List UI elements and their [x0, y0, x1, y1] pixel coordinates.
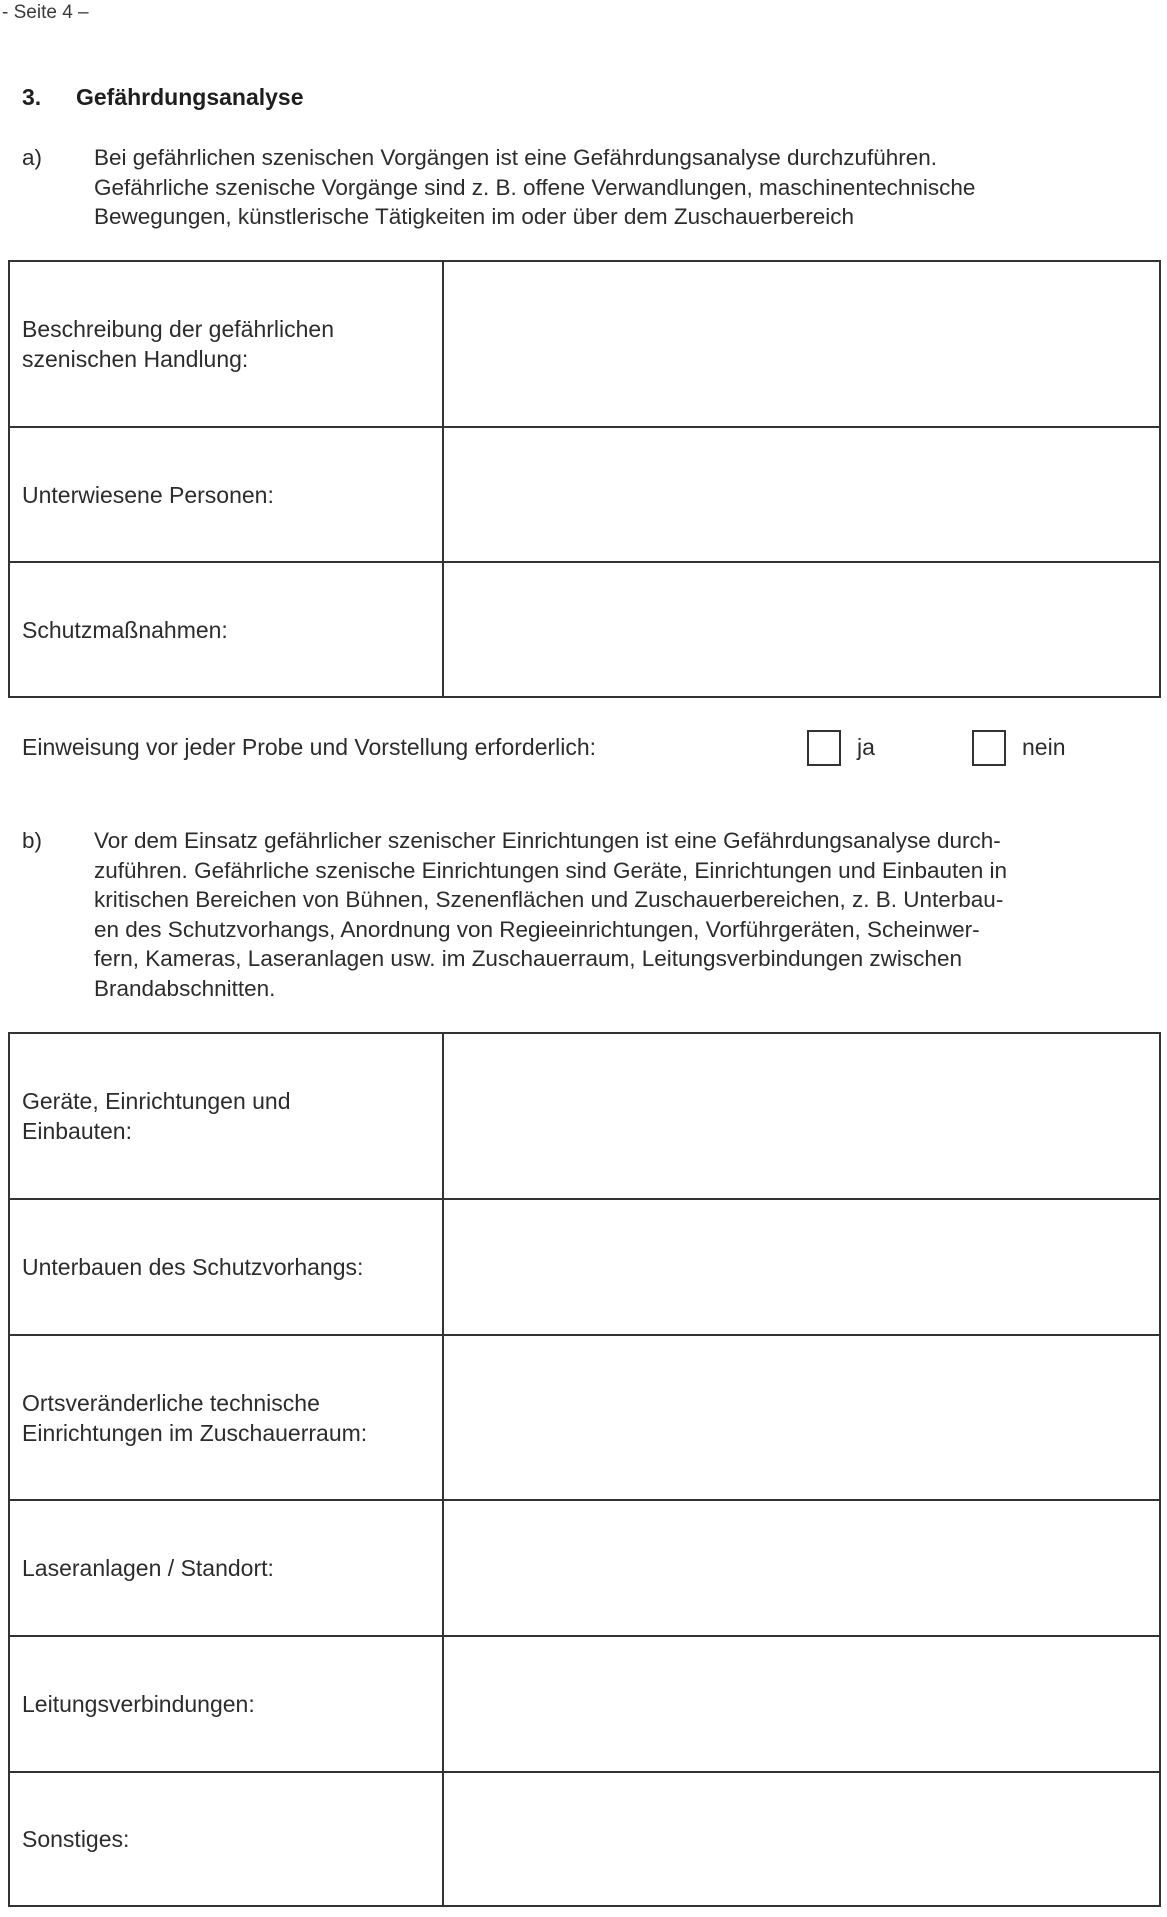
part-b-line: kritischen Bereichen von Bühnen, Szenenflächen und Zuschauerbereichen, z. B. Unterbau- [94, 887, 1004, 912]
label-line: Laseranlagen / Standort: [22, 1555, 274, 1581]
table-row [9, 427, 1160, 562]
hazard-action-table [8, 260, 1161, 698]
section-number: 3. [22, 84, 42, 110]
label-line: szenischen Handlung: [22, 346, 249, 372]
part-b-line: Vor dem Einsatz gefährlicher szenischer Einrichtungen ist eine Gefährdungsanalyse durch- [94, 828, 1001, 853]
table-row [9, 1199, 1160, 1335]
label-line: Unterbauen des Schutzvorhangs: [22, 1254, 364, 1280]
label-substructure [9, 1199, 443, 1335]
label-laser [9, 1500, 443, 1636]
part-b-text [94, 826, 1154, 1003]
field-instructed-persons[interactable] [443, 427, 1160, 562]
field-equipment[interactable] [443, 1033, 1160, 1199]
label-line: Unterwiesene Personen: [22, 481, 274, 508]
table-row [9, 1335, 1160, 1500]
field-protective-measures[interactable] [443, 562, 1160, 697]
page-number: - Seite 4 – [2, 2, 89, 23]
hazard-equipment-table [8, 1032, 1161, 1907]
table-row [9, 1500, 1160, 1636]
label-line: Ortsveränderliche technische [22, 1389, 320, 1416]
part-b-line: en des Schutzvorhangs, Anordnung von Regieeinrichtungen, Vorführgeräten, Scheinwer- [94, 916, 980, 942]
part-b-line: fern, Kameras, Laseranlagen usw. im Zuschauerraum, Leitungsverbindungen zwischen [94, 946, 962, 971]
table-row [9, 562, 1160, 697]
part-a-text [94, 143, 1154, 232]
field-miscellaneous[interactable] [443, 1772, 1160, 1906]
part-a-line: Bewegungen, künstlerische Tätigkeiten im oder über dem Zuschauerbereich [94, 204, 855, 229]
briefing-question: Einweisung vor jeder Probe und Vorstellung erforderlich: [22, 734, 597, 760]
part-a-marker: a) [22, 145, 43, 170]
label-mobile-equipment [9, 1335, 443, 1500]
checkbox-yes[interactable] [807, 730, 841, 766]
field-substructure[interactable] [443, 1199, 1160, 1335]
label-line: Beschreibung der gefährlichen [22, 316, 334, 342]
checkbox-yes-label: ja [857, 734, 875, 760]
field-mobile-equipment[interactable] [443, 1335, 1160, 1500]
section-title [22, 84, 304, 111]
label-line: Sonstiges: [22, 1826, 130, 1852]
part-b-marker: b) [22, 828, 43, 853]
field-cable-connections[interactable] [443, 1636, 1160, 1772]
label-miscellaneous [9, 1772, 443, 1906]
checkbox-no-label: nein [1022, 734, 1066, 760]
part-b-line: Brandabschnitten. [94, 975, 276, 1001]
table-row [9, 261, 1160, 427]
checkbox-no[interactable] [972, 730, 1006, 766]
label-equipment [9, 1033, 443, 1199]
section-title-text: Gefährdungsanalyse [76, 84, 304, 110]
table-row [9, 1772, 1160, 1906]
label-line: Schutzmaßnahmen: [22, 616, 228, 643]
label-instructed-persons [9, 427, 443, 562]
field-description[interactable] [443, 261, 1160, 427]
label-line: Geräte, Einrichtungen und [22, 1088, 291, 1114]
field-laser[interactable] [443, 1500, 1160, 1636]
briefing-question-row [22, 730, 1152, 770]
label-protective-measures [9, 562, 443, 697]
table-row [9, 1033, 1160, 1199]
label-line: Leitungsverbindungen: [22, 1691, 255, 1717]
part-a-line: Gefährliche szenische Vorgänge sind z. B. offene Verwandlungen, maschinentechnische [94, 174, 976, 200]
part-a-line: Bei gefährlichen szenischen Vorgängen ist eine Gefährdungsanalyse durchzuführen. [94, 145, 938, 170]
label-line: Einrichtungen im Zuschauerraum: [22, 1419, 368, 1446]
part-b-line: zuführen. Gefährliche szenische Einrichtungen sind Geräte, Einrichtungen und Einbauten in [94, 857, 1008, 883]
label-line: Einbauten: [22, 1118, 132, 1144]
label-description [9, 261, 443, 427]
table-row [9, 1636, 1160, 1772]
label-cable-connections [9, 1636, 443, 1772]
